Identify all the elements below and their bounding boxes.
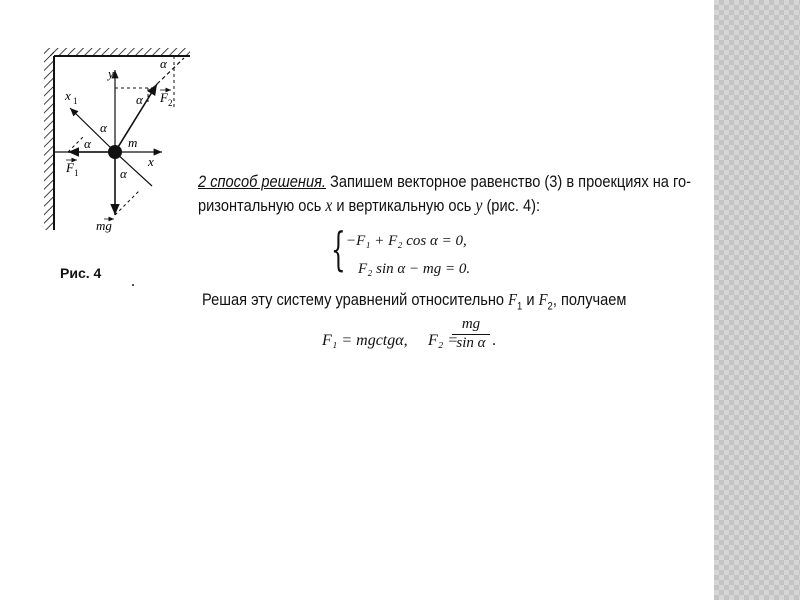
label-alpha-f2: α — [136, 92, 143, 107]
equation-2: F₂ sin α − mg = 0. — [358, 261, 471, 277]
solving-line — [202, 290, 626, 312]
solving-and: и — [522, 290, 539, 309]
label-x: x — [148, 154, 154, 169]
label-f1-sub: 1 — [74, 168, 79, 178]
mg-proj — [115, 190, 140, 215]
x1-axis — [70, 108, 115, 152]
label-x1-sub: 1 — [73, 96, 78, 106]
label-alpha-top: α — [160, 56, 167, 71]
equation-1: −F₁ + F₂ cos α = 0, — [346, 233, 467, 249]
label-alpha-bottom: α — [120, 166, 127, 181]
label-f2-sub: 2 — [168, 98, 173, 108]
line2-x: x — [325, 195, 333, 215]
label-m: m — [128, 135, 138, 150]
ceiling-hatch — [50, 48, 190, 56]
solving-b: , получаем — [552, 290, 627, 309]
result-2-fraction — [452, 316, 490, 352]
wall-hatch — [44, 48, 54, 230]
solving-f2-sub: 2 — [547, 300, 553, 313]
f1-proj — [68, 136, 84, 152]
line2-c: (рис. 4): — [482, 196, 541, 215]
figure-caption: Рис. 4 — [60, 265, 102, 281]
line2-y: y — [475, 195, 483, 215]
label-y: y — [108, 66, 114, 81]
line2-b: и вертикальную ось — [332, 196, 476, 215]
solving-f1: F — [508, 290, 518, 309]
result-2-lhs: F₂ = — [428, 332, 459, 349]
label-f2: F — [160, 90, 168, 105]
label-alpha-x1: α — [100, 120, 107, 135]
line1-text: Запишем векторное равенство (3) в проекциях на го- — [325, 172, 692, 191]
mass-dot — [108, 145, 122, 159]
solving-a: Решая эту систему уравнений относительно — [202, 290, 509, 309]
label-x1: x — [65, 88, 71, 103]
label-f1: F — [66, 160, 74, 175]
result-2-end: . — [492, 332, 496, 349]
solving-f2: F — [538, 290, 548, 309]
result-1: F₁ = mgctgα, — [322, 332, 408, 349]
line2-a: ризонтальную ось — [198, 196, 326, 215]
label-alpha-left: α — [84, 136, 91, 151]
solving-f1-sub: 1 — [517, 300, 523, 313]
fraction-numerator: mg — [452, 316, 490, 335]
force-diagram — [40, 40, 240, 290]
fraction-denominator: sin α — [456, 335, 486, 351]
equation-brace: { — [331, 222, 346, 276]
label-mg: mg — [96, 218, 112, 233]
stray-dot — [132, 284, 134, 286]
heading: 2 способ решения. — [198, 172, 326, 191]
paragraph-line-1 — [198, 172, 691, 192]
paragraph-line-2 — [198, 195, 540, 216]
decorative-sidebar — [714, 0, 800, 600]
